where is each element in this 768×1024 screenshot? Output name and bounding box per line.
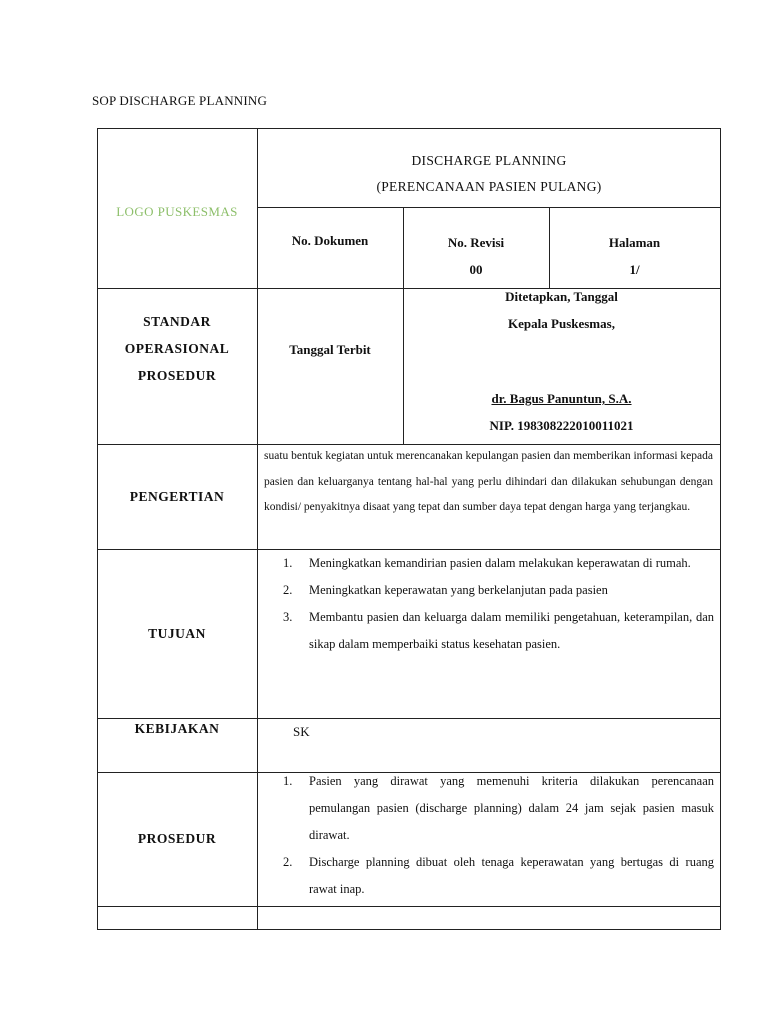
list-item-text: Membantu pasien dan keluarga dalam memiliki pengetahuan, keterampilan, dan sikap dalam memperbaiki status kesehatan pasien. [309, 610, 714, 651]
tujuan-item [257, 604, 714, 658]
signatory-nip: NIP. 198308222010011021 [489, 418, 634, 433]
table-border-bottom [97, 929, 721, 930]
document-title: SOP DISCHARGE PLANNING [92, 93, 268, 108]
tujuan-label: TUJUAN [148, 625, 206, 641]
list-item-number: 1. [283, 774, 293, 788]
row-divider [97, 906, 721, 907]
list-item-number: 3. [283, 610, 293, 624]
page-cell [549, 207, 720, 288]
pengertian-text: suatu bentuk kegiatan untuk merencanakan kepulangan pasien dan memberikan informasi kepada pasien dan keluarganya tentang hal-hal yang perlu dihindari dan dilakukan sehubungan dengan kondisi/ penyakitnya disaat yang tepat dan sumber daya tepat dengan harga yang terjangkau. [264, 450, 713, 513]
page-value: 1/ [629, 262, 640, 277]
issued-date-cell [257, 288, 403, 444]
approval-cell [403, 288, 720, 444]
sop-title [257, 128, 721, 207]
approval-line1: Ditetapkan, Tanggal [505, 289, 618, 304]
sop-label-line3: PROSEDUR [137, 368, 217, 383]
list-item-number: 2. [283, 855, 293, 869]
prosedur-list [257, 768, 714, 904]
page-label: Halaman [608, 235, 661, 250]
sop-label-line2: OPERASIONAL [124, 341, 230, 356]
doc-number-cell [257, 207, 403, 288]
tujuan-item [257, 550, 714, 577]
prosedur-item [257, 768, 714, 849]
pengertian-label: PENGERTIAN [129, 488, 225, 504]
prosedur-label: PROSEDUR [137, 831, 217, 846]
kebijakan-label: KEBIJAKAN [134, 721, 220, 736]
revision-cell [403, 207, 549, 288]
signatory-name: dr. Bagus Panuntun, S.A. [491, 391, 632, 406]
sop-label-line1: STANDAR [143, 314, 211, 329]
list-item-text: Meningkatkan kemandirian pasien dalam melakukan keperawatan di rumah. [309, 556, 691, 570]
revision-value: 00 [469, 262, 483, 277]
approval-line2: Kepala Puskesmas, [508, 316, 615, 331]
sop-table [97, 128, 721, 930]
list-item-text: Discharge planning dibuat oleh tenaga keperawatan yang bertugas di ruang rawat inap. [309, 855, 714, 896]
tujuan-item [257, 577, 714, 604]
tujuan-list [257, 550, 714, 718]
list-item-text: Meningkatkan keperawatan yang berkelanjutan pada pasien [309, 583, 608, 597]
list-item-number: 2. [283, 583, 293, 597]
list-item-text: Pasien yang dirawat yang memenuhi kriteria dilakukan perencanaan pemulangan pasien (discharge planning) dalam 24 jam sejak pasien masuk dirawat. [309, 774, 714, 842]
sop-title-line2: (PERENCANAAN PASIEN PULANG) [376, 179, 602, 194]
logo-placeholder: LOGO PUSKESMAS [116, 204, 238, 219]
sop-label [97, 288, 257, 444]
kebijakan-text: SK [293, 724, 310, 739]
prosedur-item [257, 849, 714, 903]
doc-number-label: No. Dokumen [291, 233, 369, 248]
list-item-number: 1. [283, 556, 293, 570]
sop-title-line1: DISCHARGE PLANNING [411, 153, 567, 168]
table-border-right [720, 128, 721, 930]
issued-date-label: Tanggal Terbit [289, 342, 371, 357]
revision-label: No. Revisi [447, 235, 505, 250]
